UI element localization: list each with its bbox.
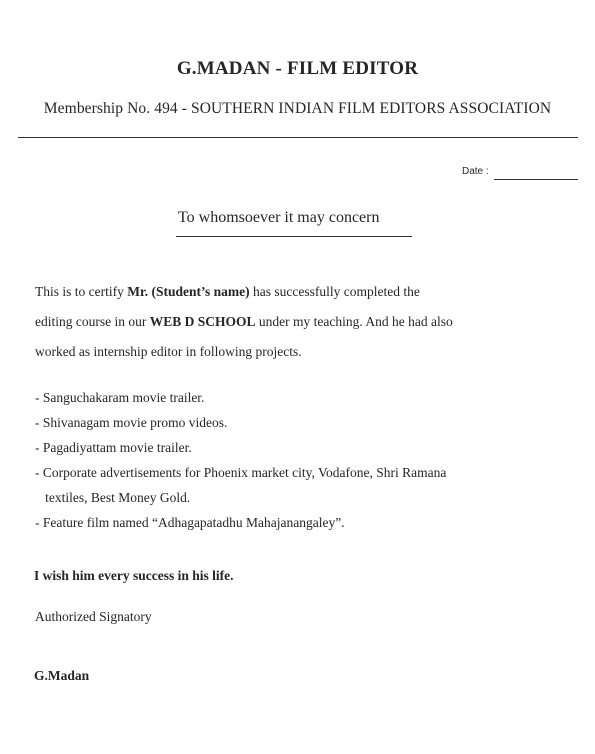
paragraph-line-1 xyxy=(35,284,420,300)
concern-heading: To whomsoever it may concern xyxy=(178,209,380,226)
signatory-label: Authorized Signatory xyxy=(35,609,152,624)
project-item: - Shivanagam movie promo videos. xyxy=(35,415,228,430)
paragraph-text: has successfully completed the xyxy=(249,284,420,299)
concern-underline xyxy=(176,236,412,237)
date-blank-line xyxy=(494,179,578,180)
project-item: - Corporate advertisements for Phoenix market city, Vodafone, Shri Ramana xyxy=(35,465,447,480)
project-item: - Pagadiyattam movie trailer. xyxy=(35,440,192,455)
student-name: Mr. (Student’s name) xyxy=(127,284,250,299)
wish-line: I wish him every success in his life. xyxy=(34,568,234,583)
paragraph-text: editing course in our xyxy=(35,314,150,329)
date-label: Date : xyxy=(462,166,489,177)
school-name: WEB D SCHOOL xyxy=(149,314,256,329)
project-item: - Sanguchakaram movie trailer. xyxy=(35,390,205,405)
paragraph-text: under my teaching. And he had also xyxy=(255,314,453,329)
paragraph-line-3: worked as internship editor in following projects. xyxy=(35,344,302,359)
signature-name: G.Madan xyxy=(34,668,90,683)
page-title: G.MADAN - FILM EDITOR xyxy=(176,58,419,79)
paragraph-text: This is to certify xyxy=(35,284,128,299)
membership-subtitle: Membership No. 494 - SOUTHERN INDIAN FILM EDITORS ASSOCIATION xyxy=(43,100,552,117)
project-item: - Feature film named “Adhagapatadhu Mahajanangaley”. xyxy=(35,515,345,530)
paragraph-line-2 xyxy=(35,314,453,330)
project-item: textiles, Best Money Gold. xyxy=(35,490,191,505)
header-divider xyxy=(18,137,578,138)
